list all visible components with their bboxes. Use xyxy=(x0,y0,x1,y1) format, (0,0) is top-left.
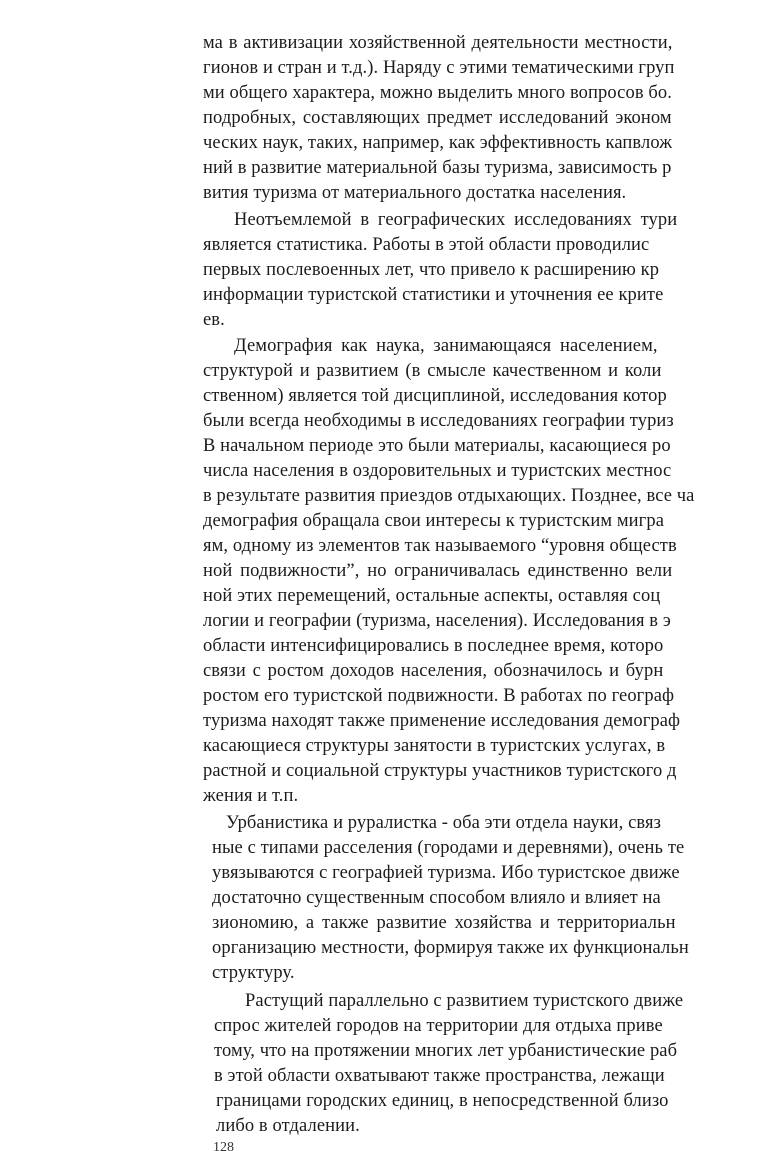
text-line: вития туризма от материального достатка населения. xyxy=(203,183,627,203)
text-line: структурой и развитием (в смысле качественном и коли xyxy=(203,361,662,381)
text-line: были всегда необходимы в исследованиях географии туриз xyxy=(203,411,674,431)
text-line: логии и географии (туризма, населения). Исследования в э xyxy=(203,611,671,631)
text-line: Неотъемлемой в географических исследованиях тури xyxy=(234,210,678,230)
text-line: является статистика. Работы в этой области проводилис xyxy=(203,235,650,255)
text-line: спрос жителей городов на территории для отдыха приве xyxy=(214,1016,663,1036)
text-line: либо в отдалении. xyxy=(216,1116,360,1136)
text-line: жения и т.п. xyxy=(203,786,299,806)
text-line: Демография как наука, занимающаяся населением, xyxy=(234,336,658,356)
text-line: ми общего характера, можно выделить много вопросов бо. xyxy=(203,83,672,103)
text-line: гионов и стран и т.д.). Наряду с этими тематическими груп xyxy=(203,58,675,78)
text-line: первых послевоенных лет, что привело к расширению кр xyxy=(203,260,660,280)
text-line: в этой области охватывают также пространства, лежащи xyxy=(214,1066,665,1086)
text-line: в результате развития приездов отдыхающих. Позднее, все ча xyxy=(203,486,695,506)
text-line: ственном) является той дисциплиной, исследования котор xyxy=(203,386,667,406)
text-line: достаточно существенным способом влияло и влияет на xyxy=(212,888,661,908)
text-line: ростом его туристской подвижности. В работах по географ xyxy=(203,686,675,706)
text-line: зиономию, а также развитие хозяйства и территориальн xyxy=(212,913,676,933)
text-line: числа населения в оздоровительных и туристских местнос xyxy=(203,461,672,481)
text-line: ческих наук, таких, например, как эффективность капвлож xyxy=(203,133,673,153)
text-line: В начальном периоде это были материалы, касающиеся ро xyxy=(203,436,671,456)
text-line: ные с типами расселения (городами и деревнями), очень те xyxy=(212,838,685,858)
text-line: ма в активизации хозяйственной деятельности местности, xyxy=(203,33,673,53)
text-line: границами городских единиц, в непосредственной близо xyxy=(216,1091,669,1111)
text-line: ной этих перемещений, остальные аспекты, оставляя соц xyxy=(203,586,661,606)
text-line: ев. xyxy=(203,310,225,330)
text-line: увязываются с географией туризма. Ибо туристское движе xyxy=(212,863,680,883)
text-line: Растущий параллельно с развитием туристского движе xyxy=(245,991,684,1011)
text-line: демография обращала свои интересы к туристским мигра xyxy=(203,511,665,531)
text-line: ям, одному из элементов так называемого “уровня обществ xyxy=(203,536,677,556)
text-line: подробных, составляющих предмет исследований эконом xyxy=(203,108,672,128)
text-line: структуру. xyxy=(212,963,295,983)
text-line: организацию местности, формируя также их функциональн xyxy=(212,938,689,958)
text-line: касающиеся структуры занятости в туристских услугах, в xyxy=(203,736,666,756)
text-line: Урбанистика и руралистка - оба эти отдела науки, связ xyxy=(226,813,662,833)
text-line: ной подвижности”, но ограничивалась единственно вели xyxy=(203,561,673,581)
text-line: связи с ростом доходов населения, обозначилось и бурн xyxy=(203,661,664,681)
text-line: туризма находят также применение исследования демограф xyxy=(203,711,681,731)
text-line: тому, что на протяжении многих лет урбанистические раб xyxy=(214,1041,678,1061)
text-line: растной и социальной структуры участников туристского д xyxy=(203,761,677,781)
text-line: информации туристской статистики и уточнения ее крите xyxy=(203,285,664,305)
text-line: ний в развитие материальной базы туризма, зависимость р xyxy=(203,158,672,178)
page-number: 128 xyxy=(213,1140,234,1151)
text-line: области интенсифицировались в последнее время, которо xyxy=(203,636,664,656)
